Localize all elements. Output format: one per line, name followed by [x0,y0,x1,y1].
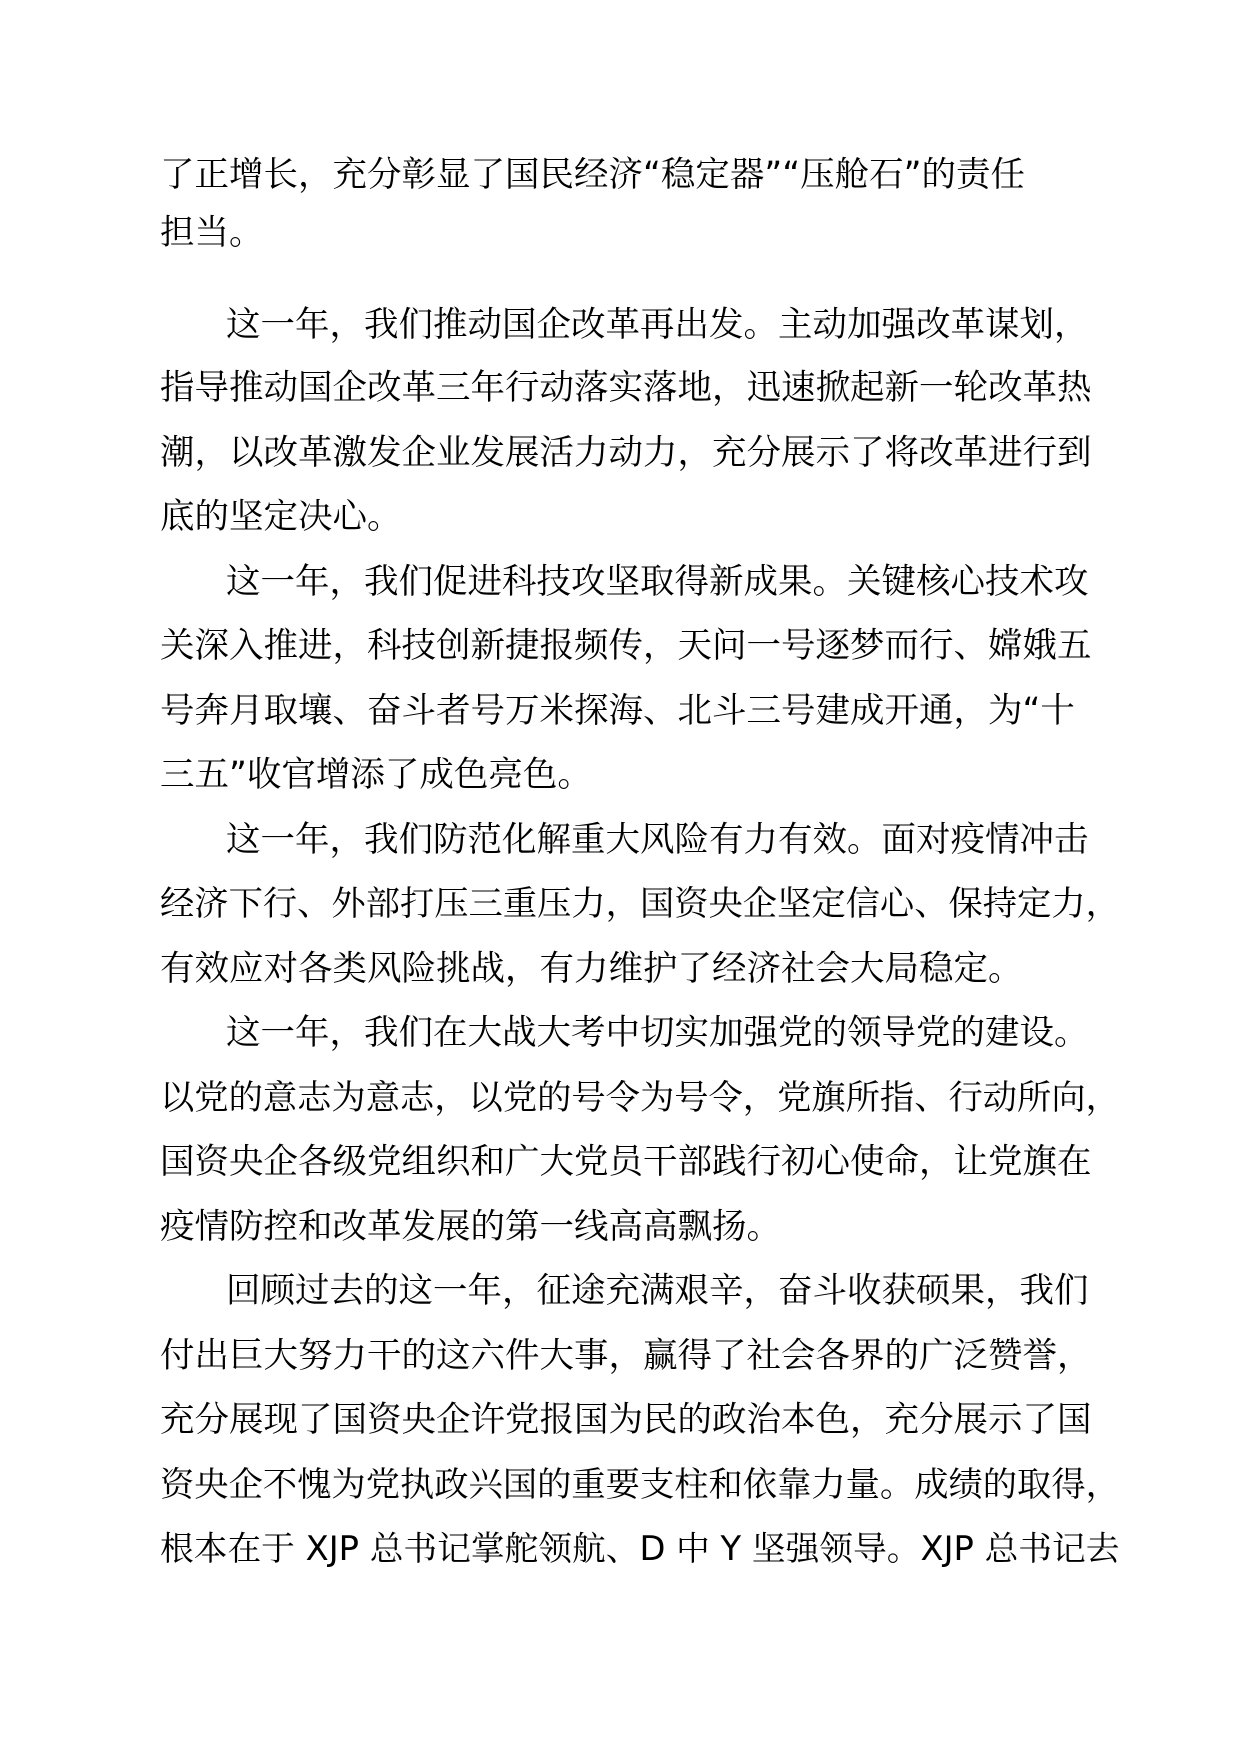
text-line: 三五”收官增添了成色亮色。 [160,755,592,795]
text-line: 根本在于 XJP 总书记掌舵领航、D 中 Y 坚强领导。XJP 总书记去 [160,1529,1120,1568]
paragraph-first-line: 回顾过去的这一年，征途充满艰辛，奋斗收获硕果，我们 [226,1271,1089,1311]
text-line: 了正增长，充分彰显了国民经济“稳定器”“压舱石”的责任 [160,155,1025,195]
text-line: 底的坚定决心。 [160,497,402,537]
text-line: 指导推动国企改革三年行动落实落地，迅速掀起新一轮改革热 [160,368,1092,408]
paragraph-first-line: 这一年，我们推动国企改革再出发。主动加强改革谋划， [226,305,1089,345]
paragraph-first-line: 这一年，我们防范化解重大风险有力有效。面对疫情冲击 [226,820,1089,860]
paragraph-first-line: 这一年，我们促进科技攻坚取得新成果。关键核心技术攻 [226,562,1089,602]
text-line: 充分展现了国资央企许党报国为民的政治本色，充分展示了国 [160,1400,1092,1440]
text-line: 国资央企各级党组织和广大党员干部践行初心使命，让党旗在 [160,1142,1092,1182]
text-line: 潮，以改革激发企业发展活力动力，充分展示了将改革进行到 [160,433,1092,473]
text-line: 担当。 [160,213,264,253]
text-line: 有效应对各类风险挑战，有力维护了经济社会大局稳定。 [160,949,1023,989]
text-line: 资央企不愧为党执政兴国的重要支柱和依靠力量。成绩的取得， [160,1465,1120,1505]
paragraph-first-line: 这一年，我们在大战大考中切实加强党的领导党的建设。 [226,1013,1089,1053]
text-line: 疫情防控和改革发展的第一线高高飘扬。 [160,1207,781,1247]
text-line: 付出巨大努力干的这六件大事，赢得了社会各界的广泛赞誉， [160,1336,1092,1376]
text-line: 关深入推进，科技创新捷报频传，天问一号逐梦而行、嫦娥五 [160,626,1092,666]
text-line: 号奔月取壤、奋斗者号万米探海、北斗三号建成开通，为“十 [160,691,1075,731]
text-line: 经济下行、外部打压三重压力，国资央企坚定信心、保持定力， [160,884,1120,924]
text-line: 以党的意志为意志，以党的号令为号令，党旗所指、行动所向， [160,1078,1120,1118]
